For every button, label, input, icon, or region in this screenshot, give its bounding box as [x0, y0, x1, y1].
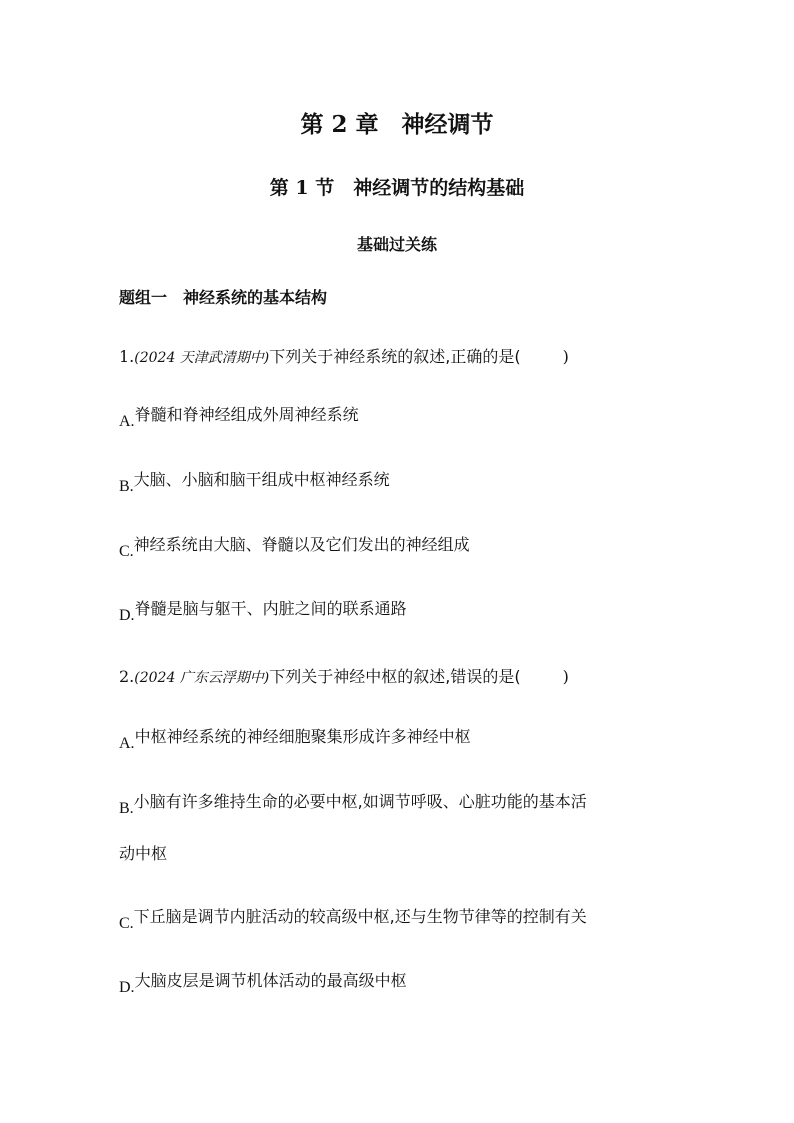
question-2-option-b-continuation: [119, 841, 167, 864]
option-text: 中枢神经系统的神经细胞聚集形成许多神经中枢: [134, 727, 471, 746]
option-text: 小脑有许多维持生命的必要中枢,如调节呼吸、心脏功能的基本活: [133, 792, 587, 811]
option-text: 脊髓和脊神经组成外周神经系统: [134, 405, 359, 424]
question-1-option-c[interactable]: [119, 532, 470, 560]
option-label: B.: [119, 478, 134, 495]
option-text: 大脑、小脑和脑干组成中枢神经系统: [133, 470, 390, 489]
question-2-stem: [119, 664, 569, 687]
option-text: 大脑皮层是调节机体活动的最高级中枢: [134, 971, 407, 990]
question-2-option-d[interactable]: [119, 968, 407, 996]
option-label: D.: [119, 607, 135, 624]
option-label: A.: [119, 735, 135, 752]
question-1-option-b[interactable]: [119, 467, 390, 495]
question-source: (2024 广东云浮期中): [134, 670, 270, 686]
section-title: 第 1 节 神经调节的结构基础: [269, 177, 525, 199]
option-label: C.: [119, 543, 134, 560]
group-title: 题组一 神经系统的基本结构: [119, 288, 328, 307]
question-2-option-a[interactable]: [119, 724, 471, 752]
question-text: 下列关于神经中枢的叙述,错误的是(: [269, 667, 521, 686]
answer-paren-close: ): [562, 347, 569, 366]
question-text: 下列关于神经系统的叙述,正确的是(: [269, 347, 521, 366]
option-label: A.: [119, 413, 135, 430]
question-2-option-c[interactable]: [119, 904, 587, 932]
option-text: 下丘脑是调节内脏活动的较高级中枢,还与生物节律等的控制有关: [133, 907, 587, 926]
chapter-title: 第 2 章 神经调节: [300, 111, 494, 138]
subsection-title: 基础过关练: [356, 235, 437, 254]
question-source: (2024 天津武清期中): [134, 350, 270, 366]
option-text: 神经系统由大脑、脊髓以及它们发出的神经组成: [133, 535, 470, 554]
option-text: 脊髓是脑与躯干、内脏之间的联系通路: [134, 599, 407, 618]
question-1-option-d[interactable]: [119, 596, 407, 624]
question-number: 1.: [119, 347, 135, 366]
question-number: 2.: [119, 667, 135, 686]
question-1-stem: [119, 344, 569, 367]
question-2-option-b[interactable]: [119, 789, 587, 817]
option-text-continuation: 动中枢: [119, 844, 168, 863]
option-label: D.: [119, 979, 135, 996]
answer-paren-close: ): [562, 667, 569, 686]
question-1-option-a[interactable]: [119, 402, 359, 430]
option-label: C.: [119, 915, 134, 932]
option-label: B.: [119, 800, 134, 817]
